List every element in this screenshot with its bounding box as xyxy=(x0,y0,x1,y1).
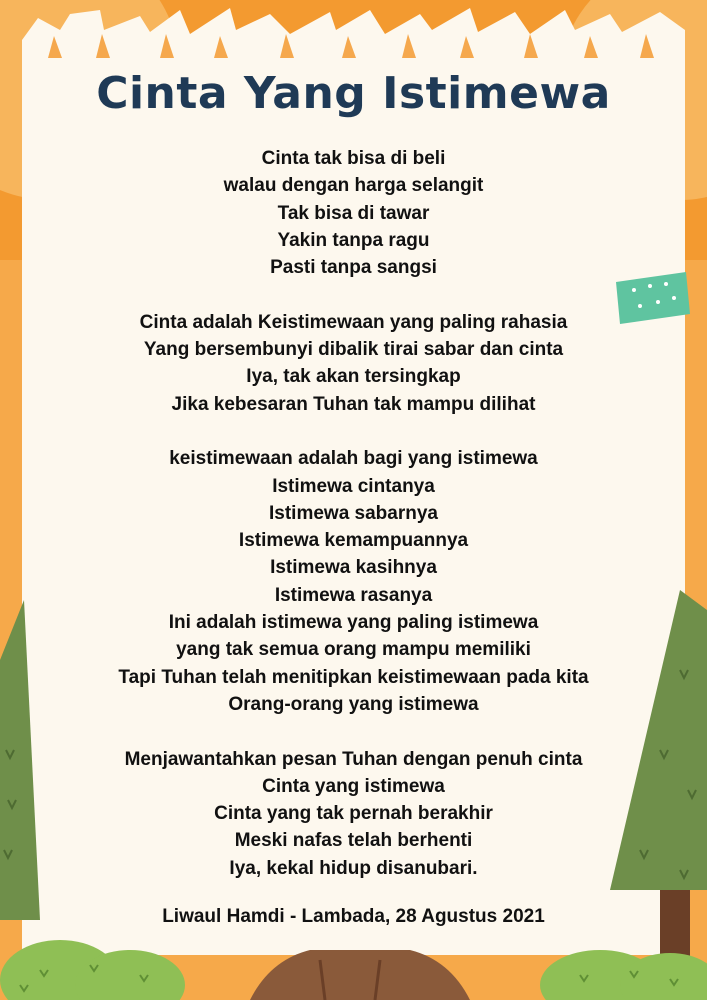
poem-line: Tapi Tuhan telah menitipkan keistimewaan pada kita xyxy=(118,666,589,688)
poem-body xyxy=(0,145,707,909)
poem-line: Istimewa sabarnya xyxy=(269,502,438,524)
poem-line: Istimewa rasanya xyxy=(274,584,433,606)
poem-line: Orang-orang yang istimewa xyxy=(228,693,479,715)
poem-line: Yang bersembunyi dibalik tirai sabar dan cinta xyxy=(143,339,564,361)
poem-line: Iya, tak akan tersingkap xyxy=(246,366,461,388)
poem-line: yang tak semua orang mampu memiliki xyxy=(176,639,531,661)
poem-line: Tak bisa di tawar xyxy=(277,202,430,224)
right-bush xyxy=(540,935,707,1000)
poem-line: Jika kebesaran Tuhan tak mampu dilihat xyxy=(171,393,536,415)
poem-line: Cinta yang tak pernah berakhir xyxy=(214,803,493,825)
poem-line: Cinta yang istimewa xyxy=(262,775,445,797)
poem-line: Istimewa cintanya xyxy=(272,475,435,497)
poem-line: Cinta adalah Keistimewaan yang paling rahasia xyxy=(139,311,568,333)
poem-line: keistimewaan adalah bagi yang istimewa xyxy=(169,448,538,470)
poem-line: Yakin tanpa ragu xyxy=(277,229,430,251)
poem-line: Menjawantahkan pesan Tuhan dengan penuh cinta xyxy=(124,748,583,770)
poem-line: Iya, kekal hidup disanubari. xyxy=(229,857,478,879)
left-bush xyxy=(0,925,190,1000)
stanza-3 xyxy=(0,445,707,718)
poem-title: Cinta Yang Istimewa xyxy=(96,68,611,119)
poem-line: Meski nafas telah berhenti xyxy=(234,830,473,852)
stanza-4 xyxy=(0,746,707,882)
author-signature: Liwaul Hamdi - Lambada, 28 Agustus 2021 xyxy=(162,906,545,927)
poem-line: Istimewa kasihnya xyxy=(270,557,437,579)
stanza-1 xyxy=(0,145,707,281)
stanza-2 xyxy=(0,309,707,418)
poem-line: Istimewa kemampuannya xyxy=(238,530,469,552)
poem-line: Ini adalah istimewa yang paling istimewa xyxy=(168,612,539,634)
poem-line: Pasti tanpa sangsi xyxy=(270,257,437,279)
tree-trunk xyxy=(230,930,490,1000)
poem-line: Cinta tak bisa di beli xyxy=(261,148,446,169)
poem-line: walau dengan harga selangit xyxy=(223,175,484,197)
